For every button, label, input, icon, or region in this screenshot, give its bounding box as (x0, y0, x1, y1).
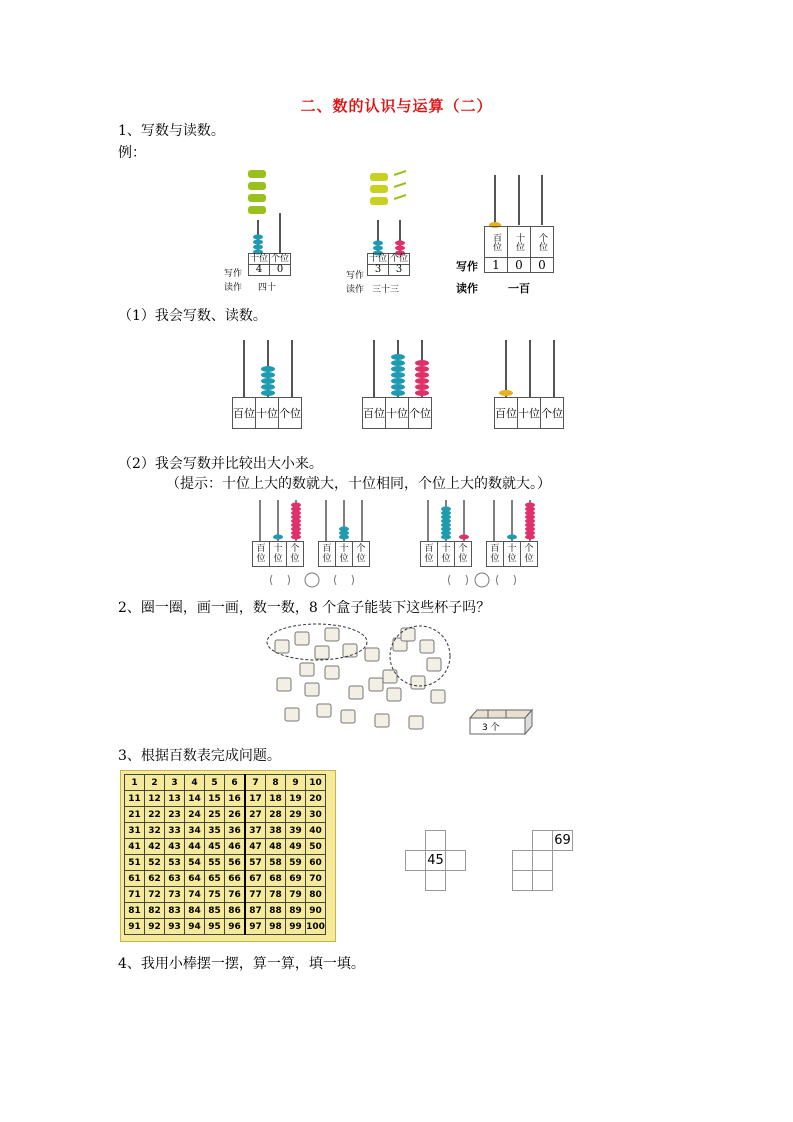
hundred-chart-cell: 29 (286, 807, 306, 823)
hundred-chart-cell: 92 (145, 919, 165, 935)
hundred-chart-cell: 96 (225, 919, 246, 935)
hundred-chart (120, 770, 336, 942)
hundred-chart-cell: 10 (306, 775, 326, 791)
hundred-chart-cell: 14 (185, 791, 205, 807)
hundred-chart-cell: 59 (286, 855, 306, 871)
write-label: 写作 (456, 260, 478, 273)
hundred-chart-cell: 13 (165, 791, 185, 807)
hundred-chart-cell: 81 (125, 903, 145, 919)
hundred-chart-cell: 33 (165, 823, 185, 839)
place-table-c: 百位 十位 个位 (494, 397, 564, 429)
hundred-chart-cell: 46 (225, 839, 246, 855)
hundred-chart-cell: 5 (205, 775, 225, 791)
hundred-chart-cell: 93 (165, 919, 185, 935)
hundred-chart-cell: 9 (286, 775, 306, 791)
example-label: 例： (118, 145, 146, 161)
hundred-chart-cell: 69 (286, 871, 306, 887)
hundred-chart-cell: 97 (245, 919, 266, 935)
page-title: 二、数的认识与运算（二） (300, 97, 493, 115)
hundred-chart-cell: 28 (266, 807, 286, 823)
hint-text: （提示：十位上大的数就大，十位相同，个位上大的数就大。） (166, 476, 551, 492)
hundred-chart-cell: 71 (125, 887, 145, 903)
hundred-chart-cell: 91 (125, 919, 145, 935)
compare-table-1: 百位 十位 个位 (252, 541, 304, 567)
hundred-chart-cell: 77 (245, 887, 266, 903)
place-table-a: 百位 十位 个位 (232, 397, 302, 429)
hundred-chart-cell: 19 (286, 791, 306, 807)
hundred-chart-cell: 34 (185, 823, 205, 839)
hundred-chart-cell: 73 (165, 887, 185, 903)
hundred-chart-cell: 55 (205, 855, 225, 871)
hundred-chart-cell: 58 (266, 855, 286, 871)
sub-question-2: （2）我会写数并比较出大小来。 (118, 456, 323, 472)
hundred-chart-cell: 12 (145, 791, 165, 807)
hundred-chart-cell: 17 (245, 791, 266, 807)
hundred-chart-cell: 49 (286, 839, 306, 855)
hundred-chart-cell: 56 (225, 855, 246, 871)
hundred-chart-cell: 51 (125, 855, 145, 871)
box-icon (470, 710, 532, 734)
q1-heading: 1、写数与读数。 (118, 123, 225, 139)
hundred-chart-cell: 98 (266, 919, 286, 935)
hundred-chart-cell: 26 (225, 807, 246, 823)
hundred-chart-cell: 42 (145, 839, 165, 855)
hundred-chart-cell: 44 (185, 839, 205, 855)
hundred-chart-cell: 87 (245, 903, 266, 919)
hundred-chart-cell: 62 (145, 871, 165, 887)
hundred-chart-cell: 48 (266, 839, 286, 855)
hundred-chart-cell: 95 (205, 919, 225, 935)
read-label: 读作 (456, 282, 478, 295)
hundred-chart-cell: 30 (306, 807, 326, 823)
hundred-chart-cell: 35 (205, 823, 225, 839)
hundred-chart-cell: 66 (225, 871, 246, 887)
hundred-chart-cell: 43 (165, 839, 185, 855)
write-label: 写作 (224, 269, 243, 279)
compare-table-2: 百位 十位 个位 (318, 541, 370, 567)
hundred-chart-cell: 52 (145, 855, 165, 871)
hundred-chart-cell: 40 (306, 823, 326, 839)
hundred-chart-cell: 53 (165, 855, 185, 871)
cross-puzzle-69 (512, 830, 573, 891)
hundred-chart-cell: 75 (205, 887, 225, 903)
hundred-chart-cell: 83 (165, 903, 185, 919)
hundred-chart-cell: 60 (306, 855, 326, 871)
stick-bundles-icon (370, 171, 406, 205)
read-label: 读作 (346, 285, 365, 295)
compare-table-3: 百位 十位 个位 (420, 541, 472, 567)
q4-heading: 4、我用小棒摆一摆，算一算，填一填。 (118, 956, 365, 972)
hundred-chart-cell: 72 (145, 887, 165, 903)
hundred-chart-cell: 54 (185, 855, 205, 871)
write-label: 写作 (346, 271, 365, 281)
hundred-chart-cell: 94 (185, 919, 205, 935)
box-label: 3 个 (482, 723, 500, 733)
hundred-chart-cell: 36 (225, 823, 246, 839)
hundred-chart-cell: 85 (205, 903, 225, 919)
hundred-chart-cell: 38 (266, 823, 286, 839)
hundred-chart-cell: 25 (205, 807, 225, 823)
example3-place-table: 百位 十位 个位 1 0 0 (484, 226, 554, 273)
hundred-chart-cell: 65 (205, 871, 225, 887)
sub-question-1: （1）我会写数、读数。 (118, 308, 267, 324)
hundred-chart-cell: 88 (266, 903, 286, 919)
hundred-chart-cell: 16 (225, 791, 246, 807)
hundred-chart-cell: 100 (306, 919, 326, 935)
hundred-chart-cell: 31 (125, 823, 145, 839)
hundred-chart-cell: 22 (145, 807, 165, 823)
hundred-chart-cell: 2 (145, 775, 165, 791)
hundred-chart-cell: 84 (185, 903, 205, 919)
hundred-chart-cell: 21 (125, 807, 145, 823)
hundred-chart-cell: 1 (125, 775, 145, 791)
hundred-chart-cell: 8 (266, 775, 286, 791)
hundred-chart-cell: 27 (245, 807, 266, 823)
example1-place-table: 十位 个位 4 0 (249, 254, 289, 275)
hundred-chart-cell: 20 (306, 791, 326, 807)
hundred-chart-cell: 89 (286, 903, 306, 919)
hundred-chart-cell: 47 (245, 839, 266, 855)
hundred-chart-cell: 99 (286, 919, 306, 935)
hundred-chart-cell: 76 (225, 887, 246, 903)
example2-reading: 三十三 (372, 285, 400, 295)
hundred-chart-cell: 3 (165, 775, 185, 791)
hundred-chart-cell: 6 (225, 775, 246, 791)
hundred-chart-cell: 4 (185, 775, 205, 791)
cross-value-69: 69 (553, 831, 573, 851)
stick-bundles-icon (248, 170, 266, 214)
hundred-chart-cell: 18 (266, 791, 286, 807)
hundred-chart-cell: 78 (266, 887, 286, 903)
hundred-chart-cell: 74 (185, 887, 205, 903)
hundred-chart-cell: 90 (306, 903, 326, 919)
hundred-chart-cell: 86 (225, 903, 246, 919)
hundred-chart-cell: 67 (245, 871, 266, 887)
hundred-chart-cell: 41 (125, 839, 145, 855)
hundred-chart-cell: 68 (266, 871, 286, 887)
hundred-chart-cell: 23 (165, 807, 185, 823)
hundred-chart-cell: 80 (306, 887, 326, 903)
example2-place-table: 十位 个位 3 3 (368, 254, 408, 275)
place-table-b: 百位 十位 个位 (362, 397, 432, 429)
hundred-chart-cell: 39 (286, 823, 306, 839)
hundred-chart-cell: 50 (306, 839, 326, 855)
hundred-chart-cell: 82 (145, 903, 165, 919)
hundred-chart-cell: 32 (145, 823, 165, 839)
hundred-chart-cell: 37 (245, 823, 266, 839)
example1-reading: 四十 (258, 283, 277, 293)
hundred-chart-cell: 79 (286, 887, 306, 903)
hundred-chart-cell: 11 (125, 791, 145, 807)
hundred-chart-cell: 64 (185, 871, 205, 887)
hundred-chart-cell: 24 (185, 807, 205, 823)
hundred-chart-cell: 45 (205, 839, 225, 855)
hundred-chart-cell: 70 (306, 871, 326, 887)
hundred-chart-cell: 63 (165, 871, 185, 887)
hundred-chart-cell: 7 (245, 775, 266, 791)
read-label: 读作 (224, 283, 243, 293)
q2-heading: 2、圈一圈，画一画，数一数，8 个盒子能装下这些杯子吗？ (118, 600, 491, 616)
compare-table-4: 百位 十位 个位 (486, 541, 538, 567)
q3-heading: 3、根据百数表完成问题。 (118, 748, 281, 764)
example3-reading: 一百 (508, 282, 530, 295)
hundred-chart-cell: 61 (125, 871, 145, 887)
hundred-chart-cell: 15 (205, 791, 225, 807)
hundred-chart-cell: 57 (245, 855, 266, 871)
cross-puzzle-45 (405, 830, 466, 891)
cross-value-45: 45 (426, 851, 446, 871)
